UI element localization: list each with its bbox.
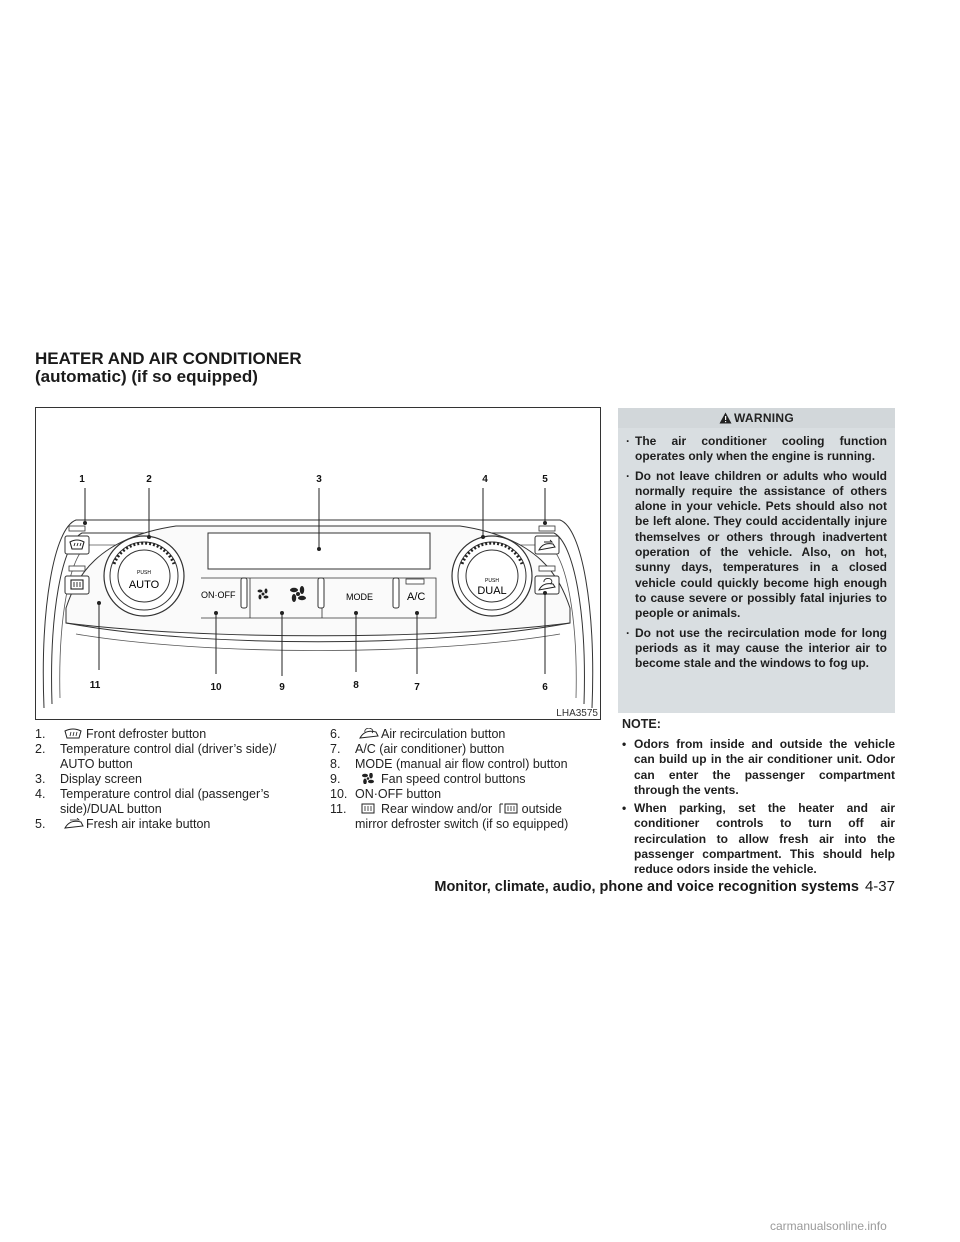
climate-panel-figure [35,407,601,720]
section-title-line1: HEATER AND AIR CONDITIONER [35,349,302,368]
legend-item-10: 10. ON·OFF button [330,787,442,801]
note-item: • When parking, set the heater and air conditioner controls to turn off air recirculation to allow fresh air into the passenger compartment. This should help reduce odors inside the vehicle. [622,801,895,877]
legend-item-7: 7. A/C (air conditioner) button [330,742,505,756]
callout-6: 6 [542,682,548,693]
legend-item-4: 4. Temperature control dial (passenger’s side)/DUAL button [35,787,270,816]
callout-7: 7 [414,682,420,693]
legend-item-3: 3. Display screen [35,772,142,786]
note-list [622,737,895,881]
legend-item-1: 1. Front defroster button [35,727,207,741]
fan-icon [355,773,381,784]
legend-right [330,727,605,832]
mode-label: MODE [346,592,373,602]
callout-5: 5 [542,474,548,485]
legend-item-9: 9. Fan speed control buttons [330,772,526,786]
warning-item: · The air conditioner cooling function operates only when the engine is running. [624,434,887,465]
page-footer [390,878,895,895]
page-number: 4-37 [864,878,895,895]
legend-item-8: 8. MODE (manual air flow control) button [330,757,568,771]
callout-8: 8 [353,680,359,691]
callout-10: 10 [210,682,222,693]
legend-item-11: 11. Rear window and/or outside mirror defroster switch (if so equipped) [330,802,569,831]
warning-item: · Do not use the recirculation mode for long periods as it may cause the interior air to become stale and the windows to fog up. [624,626,887,672]
figure-id: LHA3575 [556,708,598,719]
warning-title: WARNING [733,411,795,425]
legend-item-6: 6. Air recirculation button [330,727,506,741]
warning-box [618,408,895,713]
front-defroster-icon [60,728,86,739]
section-title-line2: (automatic) (if so equipped) [35,367,258,386]
warning-list [618,434,895,671]
callout-2: 2 [146,474,152,485]
ac-label: A/C [407,591,426,603]
callout-9: 9 [279,682,285,693]
warning-icon [719,412,732,424]
warning-item: · Do not leave children or adults who would normally require the assistance of others alone in your vehicle. Pets should also not be left alone. They could accidentally injure themselves or others through inadvertent operation of the vehicle. Also, on hot, sunny days, temperatures in a closed vehicle could quickly become high enough to cause severe or possibly fatal injuries to people or animals. [624,469,887,622]
climate-panel-diagram [36,408,600,719]
legend-item-2: 2. Temperature control dial (driver’s side)/ AUTO button [35,742,277,771]
warning-header [618,408,895,428]
auto-label: AUTO [128,579,160,591]
chapter-title: Monitor, climate, audio, phone and voice recognition systems [434,879,859,895]
legend-left [35,727,325,832]
push-label: PUSH [137,570,151,576]
push-label-right: PUSH [485,578,499,584]
watermark: carmanualsonline.info [770,1219,887,1233]
callout-3: 3 [316,474,322,485]
recirculation-icon [355,728,381,739]
note-title: NOTE: [622,717,661,731]
callout-4: 4 [482,474,488,485]
callout-1: 1 [79,474,85,485]
fresh-air-icon [60,818,86,829]
dual-label: DUAL [477,585,507,597]
legend-item-5: 5. Fresh air intake button [35,817,211,831]
on-off-label: ON·OFF [201,590,236,600]
callout-11: 11 [89,680,101,691]
rear-defroster-icon [355,803,381,814]
note-item: • Odors from inside and outside the vehicle can build up in the air conditioner unit. Odor can enter the passenger compartment through the vents. [622,737,895,798]
section-title [35,350,435,386]
mirror-defroster-icon [496,803,522,814]
